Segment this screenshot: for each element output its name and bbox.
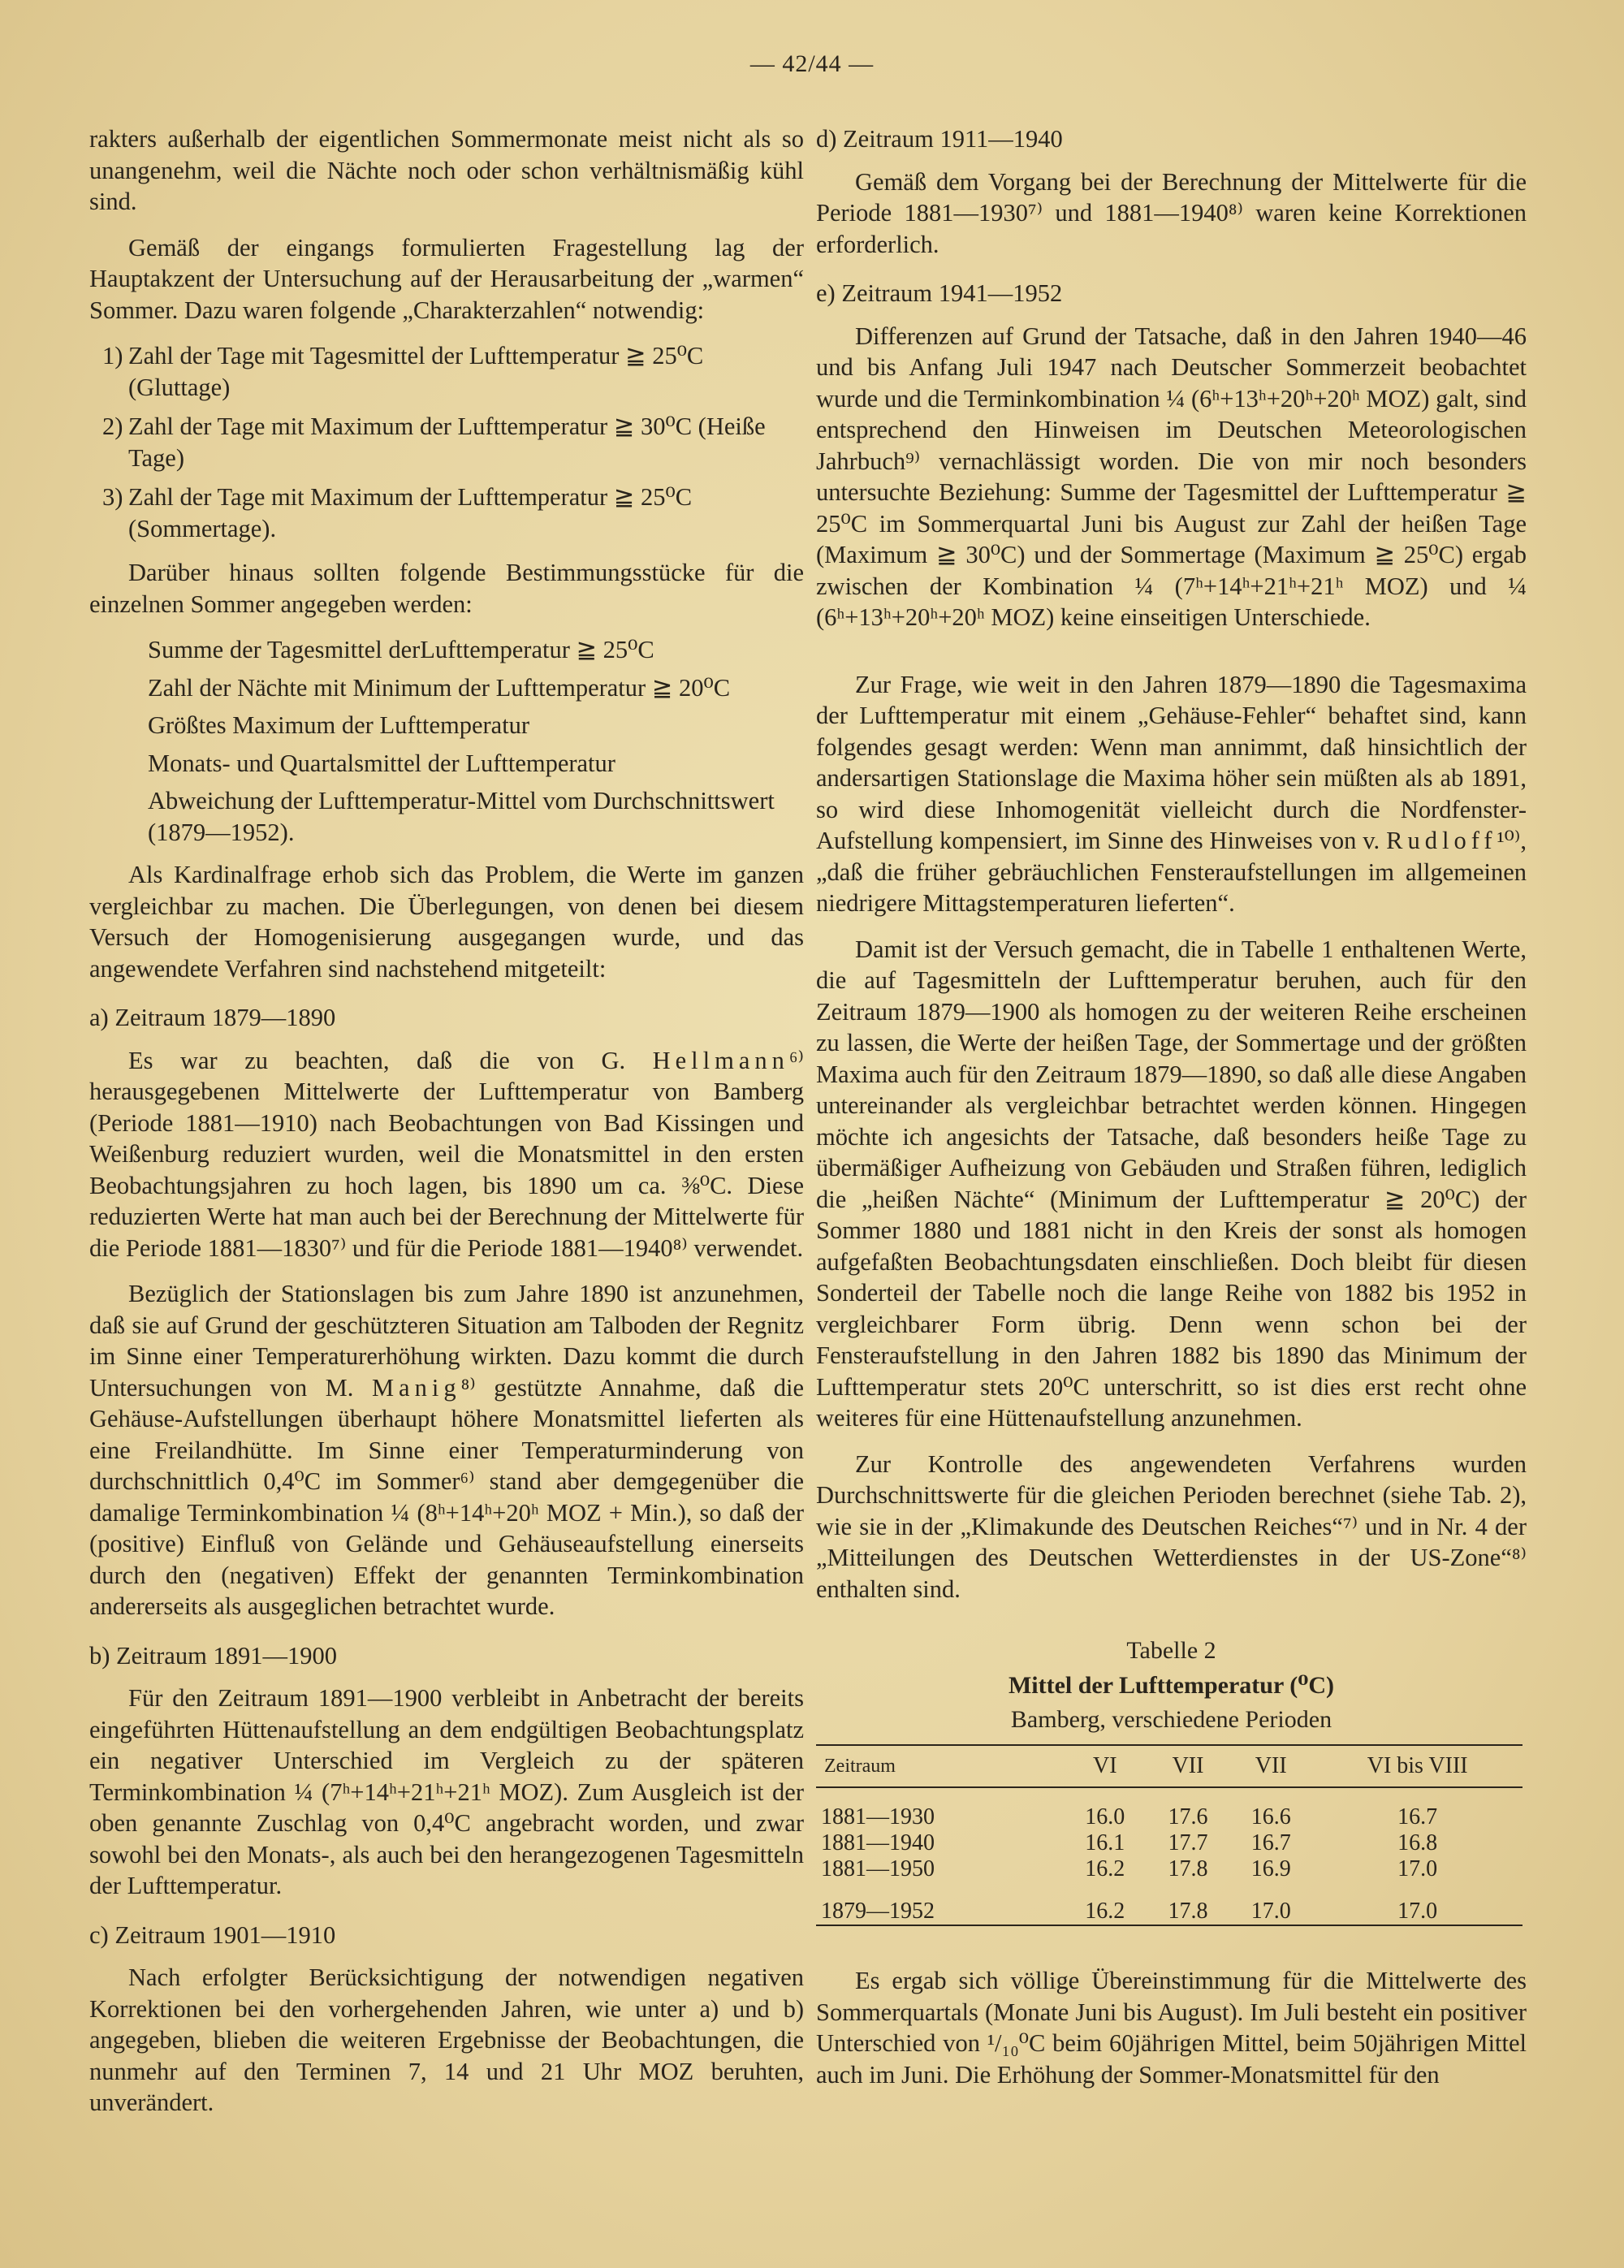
table-row: 1879—1952 16.2 17.8 17.0 17.0 <box>816 1882 1522 1925</box>
list-item: Zahl der Nächte mit Minimum der Lufttemperatur ≧ 20⁰C <box>148 673 731 702</box>
table-caption: Tabelle 2 <box>1126 1637 1216 1664</box>
paragraph: Als Kardinalfrage erhob sich das Problem, die Werte im ganzen vergleichbar zu machen. Die Überlegungen, von denen bei diesem Versuch der Homogenisierung ausgegangen wurde, und das angewendete Verfahren sind nachstehend mitgeteilt: <box>89 861 804 983</box>
table-row: 1881—1940 16.1 17.7 16.7 16.8 <box>821 1830 1438 1855</box>
column-header: VI <box>1064 1745 1147 1788</box>
paragraph: Es war zu beachten, daß die von G. Hellmann⁶⁾ herausgegebenen Mittelwerte der Lufttemperatur von Bamberg (Periode 1881—1910) nach Beobachtungen von Bad Kissingen und Weißenburg reduziert wurden, weil die Monatsmittel in den ersten Beobachtungsjahren zu hoch lagen, bis 1890 um ca. ⅜⁰C. Diese reduzierten Werte hat man auch bei der Berechnung der Mittelwerte für die Periode 1881—1830⁷⁾ und für die Periode 1881—1940⁸⁾ verwendet. <box>89 1046 804 1262</box>
paragraph: Nach erfolgter Berücksichtigung der notwendigen negativen Korrektionen bei den vorhergehenden Jahren, wie unter a) und b) angegeben, blieben die weiteren Ergebnisse der Beobachtungen, die nunmehr auf den Terminen 7, 14 und 21 Uhr MOZ beruhten, unverändert. <box>89 1963 804 2116</box>
paragraph: rakters außerhalb der eigentlichen Sommermonate meist nicht als so unangenehm, weil die Nächte noch oder schon verhältnismäßig kühl sind. <box>89 125 804 215</box>
left-column <box>89 123 804 2133</box>
paragraph: Damit ist der Versuch gemacht, die in Tabelle 1 enthaltenen Werte, die auf Tagesmitteln der Lufttemperatur beruhen, auch für den Zeitraum 1879—1900 als homogen zu der weiteren Reihe erscheinen zu lassen, die Werte der heißen Tage, der Sommertage und der größten Maxima auch für den Zeitraum 1879—1890, so daß alle diese Angaben untereinander als vergleichbar betrachtet werden können. Hingegen möchte ich angesichts der Tatsache, daß besonders heiße Tage zu übermäßiger Aufheizung von Gebäuden und Straßen führen, lediglich die „heißen Nächte“ (Minimum der Lufttemperatur ≧ 20⁰C) der Sommer 1880 und 1881 nicht in den Kreis der sonst als homogen aufgefaßten Beobachtungsdaten einschließen. Doch bleibt für diesen Sonderteil der Tabelle noch die lange Reihe von 1882 bis 1952 in vergleichbarer Form übrig. Denn wenn schon bei der Fensteraufstellung in den Jahren 1882 bis 1890 das Minimum der Lufttemperatur stets 20⁰C unterschritt, so ist dies erst recht ohne weiteres für eine Hüttenaufstellung anzunehmen. <box>816 935 1527 1432</box>
list-item: Größtes Maximum der Lufttemperatur <box>148 711 530 739</box>
paragraph: Darüber hinaus sollten folgende Bestimmungsstücke für die einzelnen Sommer angegeben werden: <box>89 559 804 618</box>
determination-list <box>89 634 804 848</box>
column-header: VI bis VIII <box>1312 1745 1522 1788</box>
list-item: 2) Zahl der Tage mit Maximum der Lufttemperatur ≧ 30⁰C (Heiße Tage) <box>102 413 766 472</box>
list-item: Summe der Tagesmittel derLufttemperatur ≧ 25⁰C <box>148 636 654 663</box>
column-header: VII <box>1229 1745 1312 1788</box>
section-heading: d) Zeitraum 1911—1940 <box>816 125 1063 153</box>
table-row: 1881—1930 16.0 17.6 16.6 16.7 <box>821 1804 1438 1830</box>
paragraph: Es ergab sich völlige Übereinstimmung für die Mittelwerte des Sommerquartals (Monate Juni bis August). Im Juli besteht ein positiver Unterschied von ¹/₁₀⁰C beim 60jährigen Mittel, beim 50jährigen Mittel auch im Juni. Die Erhöhung der Sommer-Monatsmittel für den <box>816 1967 1527 2089</box>
paragraph: Für den Zeitraum 1891—1900 verbleibt in Anbetracht der bereits eingeführten Hüttenaufstellung an dem endgültigen Beobachtungsplatz ein negativer Unterschied im Vergleich zu der späteren Terminkombination ¼ (7ʰ+14ʰ+21ʰ+21ʰ MOZ). Zum Ausgleich ist der oben genannte Zuschlag von 0,4⁰C angebracht worden, und zwar sowohl bei den Monats-, als auch bei den herangezogenen Tagesmitteln der Lufttemperatur. <box>89 1684 804 1899</box>
paragraph: Zur Kontrolle des angewendeten Verfahrens wurden Durchschnittswerte für die gleichen Perioden berechnet (siehe Tab. 2), wie sie in der „Klimakunde des Deutschen Reiches“⁷⁾ und in Nr. 4 der „Mitteilungen des Deutschen Wetterdienstes in der US-Zone“⁸⁾ enthalten sind. <box>816 1449 1527 1603</box>
right-column <box>816 123 1527 2105</box>
table-title: Mittel der Lufttemperatur (⁰C) <box>1008 1671 1335 1699</box>
section-heading: c) Zeitraum 1901—1910 <box>89 1920 336 1949</box>
paragraph: Gemäß der eingangs formulierten Fragestellung lag der Hauptakzent der Untersuchung auf der Herausarbeitung der „warmen“ Sommer. Dazu waren folgende „Charakterzahlen“ notwendig: <box>89 233 804 324</box>
paragraph: Gemäß dem Vorgang bei der Berechnung der Mittelwerte für die Periode 1881—1930⁷⁾ und 1881—1940⁸⁾ waren keine Korrektionen erforderlich. <box>816 167 1527 258</box>
column-header: VII <box>1147 1745 1229 1788</box>
list-item: 1) Zahl der Tage mit Tagesmittel der Lufttemperatur ≧ 25⁰C (Gluttage) <box>102 342 704 401</box>
paragraph: Bezüglich der Stationslagen bis zum Jahre 1890 ist anzunehmen, daß sie auf Grund der geschützteren Situation am Talboden der Regnitz im Sinne einer Temperaturerhöhung wirkten. Dazu kommt die durch Untersuchungen von M. Manig⁸⁾ gestützte Annahme, daß die Gehäuse-Aufstellungen überhaupt höhere Monatsmittel lieferten als eine Freilandhütte. Im Sinne einer Temperaturminderung von durchschnittlich 0,4⁰C im Sommer⁶⁾ stand aber demgegenüber die damalige Terminkombination ¼ (8ʰ+14ʰ+20ʰ MOZ + Min.), so daß der (positive) Einfluß von Gelände und Gehäuseaufstellung einerseits durch den (negativen) Effekt der genannten Terminkombination andererseits als ausgeglichen betrachtet wurde. <box>89 1280 804 1620</box>
list-item: Abweichung der Lufttemperatur-Mittel vom Durchschnittswert (1879—1952). <box>148 787 775 846</box>
column-header: Zeitraum <box>816 1745 1064 1788</box>
table-subtitle: Bamberg, verschiedene Perioden <box>1010 1706 1332 1733</box>
paragraph: Differenzen auf Grund der Tatsache, daß in den Jahren 1940—46 und bis Anfang Juli 1947 nach Deutscher Sommerzeit beobachtet wurde und die Terminkombination ¼ (6ʰ+13ʰ+20ʰ+20ʰ MOZ) galt, sind entsprechend den Hinweisen im Deutschen Meteorologischen Jahrbuch⁹⁾ vernachlässigt worden. Die von mir noch besonders untersuchte Beziehung: Summe der Tagesmittel der Lufttemperatur ≧ 25⁰C im Sommerquartal Juni bis August zur Zahl der heißen Tage (Maximum ≧ 30⁰C) und der Sommertage (Maximum ≧ 25⁰C) ergab zwischen der Kombination ¼ (7ʰ+14ʰ+21ʰ+21ʰ MOZ) und ¼ (6ʰ+13ʰ+20ʰ+20ʰ MOZ) keine einseitigen Unterschiede. <box>816 322 1527 631</box>
numbered-list <box>89 340 804 544</box>
section-heading: e) Zeitraum 1941—1952 <box>816 279 1063 307</box>
list-item: Monats- und Quartalsmittel der Lufttemperatur <box>148 749 615 777</box>
section-heading: b) Zeitraum 1891—1900 <box>89 1641 337 1670</box>
paragraph: Zur Frage, wie weit in den Jahren 1879—1890 die Tagesmaxima der Lufttemperatur mit einem „Gehäuse-Fehler“ behaftet sind, kann folgendes gesagt werden: Wenn man annimmt, daß hinsichtlich der andersartigen Stationslage die Maxima höher sein müßten als ab 1891, so wird diese Inhomogenität vielleicht durch die Nordfenster-Aufstellung kompensiert, im Sinne des Hinweises von v. Rudloff¹⁰⁾, „daß die früher gebräuchlichen Fensteraufstellungen im allgemeinen niedrigere Mittagstemperaturen lieferten“. <box>816 670 1527 917</box>
table-row: 1881—1950 16.2 17.8 16.9 17.0 <box>821 1856 1438 1881</box>
table-2 <box>816 1635 1527 1926</box>
table-header-row <box>816 1745 1522 1788</box>
page-number: — 42/44 — <box>749 50 875 77</box>
section-heading: a) Zeitraum 1879—1890 <box>89 1004 336 1031</box>
list-item: 3) Zahl der Tage mit Maximum der Lufttemperatur ≧ 25⁰C (Sommertage). <box>102 483 693 542</box>
data-table <box>816 1744 1522 1927</box>
